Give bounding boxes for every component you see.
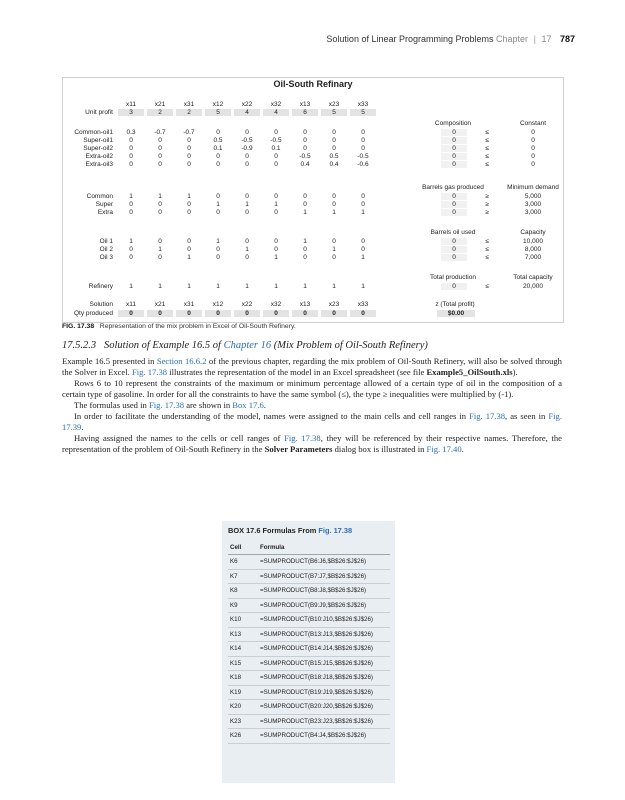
solution-var: x32 [270, 301, 282, 308]
link-fig-17-39[interactable]: Fig. 17.39 [62, 411, 562, 432]
composition-rhs: 0 [531, 161, 535, 168]
composition-row-label: Super-oil2 [83, 145, 113, 152]
formula-row [228, 627, 390, 642]
variable-header: x13 [299, 101, 311, 108]
formula-row [228, 700, 390, 715]
oil-sign: ≤ [485, 246, 489, 253]
composition-coef: 0 [158, 153, 162, 160]
box-title: BOX 17.6 Formulas From Fig. 17.38 [228, 526, 353, 535]
demand-coef: 1 [216, 201, 220, 208]
refinery-coef: 1 [303, 283, 307, 290]
oil-lhs: 0 [441, 246, 467, 253]
oil-coef: 0 [216, 246, 220, 253]
section-pre: Solution of Example 16.5 of [104, 340, 221, 351]
demand-coef: 1 [361, 209, 365, 216]
refinery-lhs-header: Total production [430, 274, 476, 281]
demand-coef: 1 [187, 193, 191, 200]
unit-profit-cell: 4 [234, 109, 260, 116]
oil-lhs-header: Barrels oil used [430, 229, 476, 236]
unit-profit-cell: 5 [350, 109, 376, 116]
oil-coef: 1 [216, 238, 220, 245]
composition-coef: 0 [361, 129, 365, 136]
section-heading [62, 340, 428, 351]
formula-cell-ref: K26 [228, 729, 258, 744]
box-title-link[interactable]: Fig. 17.38 [318, 526, 353, 535]
demand-rhs: 3,000 [524, 201, 542, 208]
demand-coef: 0 [361, 201, 365, 208]
demand-coef: 0 [332, 201, 336, 208]
composition-lhs: 0 [441, 129, 467, 136]
link-section[interactable]: Section 16.6.2 [156, 356, 207, 366]
refinery-rhs: 20,000 [523, 283, 543, 290]
oil-rhs-header: Capacity [520, 229, 546, 236]
composition-rhs: 0 [531, 137, 535, 144]
formula-cell-ref: K10 [228, 613, 258, 628]
section-post: (Mix Problem of Oil-South Refinery) [273, 340, 428, 351]
demand-row-label: Common [86, 193, 113, 200]
qty-cell: 0 [263, 310, 289, 317]
variable-header: x11 [126, 101, 136, 108]
paragraph-3: The formulas used in Fig. 17.38 are shown in Box 17.6. [74, 400, 266, 410]
composition-coef: 0 [332, 129, 336, 136]
composition-coef: 0.1 [271, 145, 281, 152]
composition-coef: 0 [332, 137, 336, 144]
composition-coef: -0.6 [357, 161, 369, 168]
running-title: Solution of Linear Programming Problems [326, 34, 494, 44]
running-sep: | [533, 34, 536, 44]
composition-rhs: 0 [531, 129, 535, 136]
demand-coef: 0 [361, 193, 365, 200]
demand-sign: ≥ [485, 193, 489, 200]
oil-coef: 0 [274, 238, 278, 245]
composition-coef: 0 [187, 153, 191, 160]
qty-cell: 0 [234, 310, 260, 317]
demand-coef: 0 [187, 209, 191, 216]
qty-cell: 0 [205, 310, 231, 317]
composition-sign: ≤ [485, 153, 489, 160]
demand-coef: 0 [216, 193, 220, 200]
composition-coef: -0.5 [270, 137, 282, 144]
oil-coef: 0 [245, 238, 249, 245]
formula-row [228, 671, 390, 686]
link-fig-17-38[interactable]: Fig. 17.38 [131, 367, 168, 377]
running-chapter-num: 17 [541, 34, 552, 44]
unit-profit-cell: 3 [118, 109, 144, 116]
oil-coef: 1 [245, 246, 249, 253]
formula-row [228, 555, 390, 570]
formula-cell-ref: K23 [228, 714, 258, 729]
oil-sign: ≤ [485, 254, 489, 261]
composition-rhs: 0 [531, 153, 535, 160]
demand-rhs: 3,000 [524, 209, 542, 216]
composition-lhs: 0 [441, 161, 467, 168]
demand-sign: ≥ [485, 209, 489, 216]
unit-profit-cell: 2 [147, 109, 173, 116]
composition-sign: ≤ [485, 129, 489, 136]
file-name: Example5_OilSouth.xls [426, 367, 513, 377]
composition-coef: 0 [158, 137, 162, 144]
composition-lhs-header: Composition [434, 120, 472, 127]
demand-coef: 0 [245, 209, 249, 216]
link-box-17-6[interactable]: Box 17.6 [232, 400, 264, 410]
composition-lhs: 0 [441, 145, 467, 152]
oil-lhs: 0 [441, 254, 467, 261]
oil-coef: 1 [129, 238, 133, 245]
qty-label: Qty produced [73, 310, 113, 317]
solution-var: x22 [241, 301, 253, 308]
refinery-coef: 1 [158, 283, 162, 290]
oil-coef: 0 [361, 246, 365, 253]
refinery-coef: 1 [216, 283, 220, 290]
oil-rhs: 10,000 [523, 238, 543, 245]
link-fig-17-38[interactable]: Fig. 17.38 [284, 433, 321, 443]
oil-coef: 0 [187, 246, 191, 253]
oil-coef: 0 [129, 254, 133, 261]
oil-coef: 1 [158, 246, 162, 253]
composition-coef: 0 [129, 145, 133, 152]
section-number: 17.5.2.3 [62, 340, 97, 351]
formula-row [228, 714, 390, 729]
composition-coef: 0.3 [126, 129, 136, 136]
formula-text: =SUMPRODUCT(B15:J15,$B$26:$J$26) [258, 656, 390, 671]
formula-cell-ref: K9 [228, 598, 258, 613]
link-fig-17-38[interactable]: Fig. 17.38 [469, 411, 506, 421]
formula-cell-ref: K15 [228, 656, 258, 671]
variable-header: x31 [183, 101, 195, 108]
composition-coef: -0.5 [299, 153, 311, 160]
composition-sign: ≤ [485, 137, 489, 144]
composition-coef: 0 [187, 137, 191, 144]
composition-row-label: Super-oil1 [83, 137, 113, 144]
demand-coef: 0 [158, 209, 162, 216]
qty-cell: 0 [118, 310, 144, 317]
unit-profit-cell: 5 [321, 109, 347, 116]
body-text [62, 356, 562, 455]
unit-profit-label: Unit profit [85, 109, 113, 116]
oil-row-label: Oil 2 [99, 246, 113, 253]
oil-rhs: 8,000 [524, 246, 542, 253]
formula-cell-ref: K7 [228, 569, 258, 584]
demand-coef: 0 [187, 201, 191, 208]
composition-coef: 0 [187, 145, 191, 152]
refinery-coef: 1 [187, 283, 191, 290]
demand-row-label: Extra [97, 209, 113, 216]
paragraph-1: Example 16.5 presented in Section 16.6.2 of the previous chapter, regarding the mix problem of Oil-South Refinery, will also be solved through the Solver in Excel. Fig. 17.38 illustrates the representation of the model in an Excel spreadsheet (see file Example5_OilSouth.xls). [62, 356, 562, 377]
composition-coef: 0 [303, 145, 307, 152]
composition-rhs: 0 [531, 145, 535, 152]
formula-text: =SUMPRODUCT(B8:J8,$B$26:$J$26) [258, 584, 390, 599]
demand-lhs: 0 [441, 209, 467, 216]
formula-text: =SUMPRODUCT(B20:J20,$B$26:$J$26) [258, 700, 390, 715]
sheet-title: Oil-South Refinary [273, 79, 353, 89]
composition-coef: -0.7 [154, 129, 166, 136]
col-cell-header: Cell [228, 541, 258, 555]
composition-coef: 0 [187, 161, 191, 168]
composition-coef: 0 [216, 129, 220, 136]
refinery-lhs: 0 [441, 283, 467, 290]
solution-var: x21 [154, 301, 166, 308]
unit-profit-cell: 4 [263, 109, 289, 116]
oil-coef: 0 [158, 254, 162, 261]
oil-row-label: Oil 3 [99, 254, 113, 261]
variable-header: x32 [270, 101, 282, 108]
composition-coef: 0 [158, 161, 162, 168]
oil-lhs: 0 [441, 238, 467, 245]
oil-coef: 0 [187, 238, 191, 245]
solution-var: x11 [126, 301, 136, 308]
oil-coef: 1 [187, 254, 191, 261]
refinery-label: Refinery [88, 283, 113, 290]
formula-cell-ref: K13 [228, 627, 258, 642]
demand-coef: 0 [303, 201, 307, 208]
composition-sign: ≤ [485, 161, 489, 168]
demand-coef: 0 [274, 209, 278, 216]
composition-coef: 0 [303, 129, 307, 136]
formula-text: =SUMPRODUCT(B7:J7,$B$26:$J$26) [258, 569, 390, 584]
composition-rhs-header: Constant [519, 120, 547, 127]
demand-coef: 0 [274, 193, 278, 200]
variable-header: x12 [212, 101, 224, 108]
formula-text: =SUMPRODUCT(B13:J13,$B$26:$J$26) [258, 627, 390, 642]
oil-coef: 0 [303, 246, 307, 253]
formula-cell-ref: K19 [228, 685, 258, 700]
composition-coef: 0 [332, 145, 336, 152]
demand-coef: 1 [129, 193, 133, 200]
oil-coef: 1 [361, 254, 365, 261]
page-number: 787 [559, 34, 575, 44]
formula-row [228, 729, 390, 744]
formula-cell-ref: K18 [228, 671, 258, 686]
variable-header: x22 [241, 101, 253, 108]
refinery-sign: ≤ [485, 283, 489, 290]
composition-coef: 0 [158, 145, 162, 152]
formula-table [228, 541, 390, 744]
composition-coef: 0.4 [329, 161, 339, 168]
qty-cell: 0 [176, 310, 202, 317]
demand-coef: 0 [129, 209, 133, 216]
demand-coef: 1 [274, 201, 278, 208]
oil-coef: 0 [332, 238, 336, 245]
composition-row-label: Common-oil1 [74, 129, 113, 136]
composition-coef: 0 [216, 161, 220, 168]
oil-coef: 0 [216, 254, 220, 261]
solution-var: x13 [299, 301, 311, 308]
formula-cell-ref: K14 [228, 642, 258, 657]
composition-coef: 0 [361, 137, 365, 144]
composition-coef: 0.4 [300, 161, 310, 168]
oil-coef: 0 [361, 238, 365, 245]
variable-header: x23 [328, 101, 340, 108]
oil-coef: 1 [332, 246, 336, 253]
oil-coef: 1 [274, 254, 278, 261]
refinery-coef: 1 [129, 283, 133, 290]
formula-row [228, 685, 390, 700]
unit-profit-cell: 6 [292, 109, 318, 116]
formula-row [228, 613, 390, 628]
col-formula-header: Formula [258, 541, 390, 555]
figure-caption-text: Representation of the mix problem in Excel of Oil-South Refinery. [99, 323, 296, 330]
oil-coef: 0 [158, 238, 162, 245]
paragraph-2: Rows 6 to 10 represent the constraints of the maximum or minimum percentage allowed of a certain type of oil in the composition of a certain type of gasoline. In order for all the constraints to have the same symbol (≤), the type ≥ inequalities were multiplied by (-1). [62, 378, 562, 399]
composition-coef: 0 [129, 161, 133, 168]
solution-var: x12 [212, 301, 224, 308]
demand-coef: 0 [216, 209, 220, 216]
paragraph-4: In order to facilitate the understanding of the model, names were assigned to the main cells and cell ranges in Fig. 17.38, as seen in Fig. 17.39. [62, 411, 562, 432]
refinery-rhs-header: Total capacity [513, 274, 553, 281]
oil-coef: 0 [245, 254, 249, 261]
composition-sign: ≤ [485, 145, 489, 152]
demand-coef: 1 [303, 209, 307, 216]
demand-rhs: 5,000 [524, 193, 542, 200]
qty-cell: 0 [321, 310, 347, 317]
formula-cell-ref: K20 [228, 700, 258, 715]
refinery-coef: 1 [332, 283, 336, 290]
demand-rhs-header: Minimum demand [507, 184, 559, 191]
formula-text: =SUMPRODUCT(B4:J4,$B$26:$J$26) [258, 729, 390, 744]
figure-caption [62, 323, 296, 330]
demand-coef: 1 [245, 201, 249, 208]
demand-coef: 1 [158, 193, 162, 200]
composition-coef: 0.1 [213, 145, 223, 152]
demand-coef: 0 [129, 201, 133, 208]
formula-text: =SUMPRODUCT(B9:J9,$B$26:$J$26) [258, 598, 390, 613]
formula-text: =SUMPRODUCT(B19:J19,$B$26:$J$26) [258, 685, 390, 700]
oil-rhs: 7,000 [524, 254, 542, 261]
composition-coef: -0.5 [357, 153, 369, 160]
variable-header: x33 [357, 101, 369, 108]
figure-label: FIG. 17.38 [62, 323, 95, 330]
composition-row-label: Extra-oil2 [85, 153, 113, 160]
composition-coef: 0 [129, 137, 133, 144]
formula-text: =SUMPRODUCT(B10:J10,$B$26:$J$26) [258, 613, 390, 628]
formula-text: =SUMPRODUCT(B14:J14,$B$26:$J$26) [258, 642, 390, 657]
formula-row [228, 584, 390, 599]
composition-lhs: 0 [441, 153, 467, 160]
z-label: z (Total profit) [435, 301, 475, 308]
oil-sign: ≤ [485, 238, 489, 245]
z-value: $0.00 [437, 310, 475, 317]
solution-var: x33 [357, 301, 369, 308]
demand-row-label: Super [95, 201, 113, 208]
paragraph-5: Having assigned the names to the cells or cell ranges of Fig. 17.38, they will be referenced by their respective names. Therefore, the representation of the problem of Oil-South Refinery in the Solver Parameters dialog box is illustrated in Fig. 17.40. [62, 433, 562, 454]
formula-row [228, 642, 390, 657]
composition-coef: -0.7 [183, 129, 195, 136]
oil-coef: 1 [303, 238, 307, 245]
composition-coef: 0 [274, 161, 278, 168]
composition-coef: 0 [274, 129, 278, 136]
composition-coef: 0 [361, 145, 365, 152]
oil-coef: 0 [274, 246, 278, 253]
solution-var: x31 [183, 301, 195, 308]
demand-coef: 0 [158, 201, 162, 208]
formula-cell-ref: K6 [228, 555, 258, 570]
excel-spreadsheet-figure [62, 77, 564, 323]
demand-coef: 1 [332, 209, 336, 216]
formula-row [228, 656, 390, 671]
formula-row [228, 598, 390, 613]
formula-text: =SUMPRODUCT(B23:J23,$B$26:$J$26) [258, 714, 390, 729]
running-chapter: Chapter [496, 34, 529, 44]
qty-cell: 0 [147, 310, 173, 317]
refinery-coef: 1 [274, 283, 278, 290]
composition-coef: 0.5 [329, 153, 339, 160]
composition-coef: 0 [129, 153, 133, 160]
link-fig-17-38[interactable]: Fig. 17.38 [148, 400, 185, 410]
formula-text: =SUMPRODUCT(B18:J18,$B$26:$J$26) [258, 671, 390, 686]
composition-coef: 0 [245, 129, 249, 136]
composition-coef: -0.9 [241, 145, 253, 152]
demand-lhs: 0 [441, 201, 467, 208]
composition-lhs: 0 [441, 137, 467, 144]
composition-coef: 0 [245, 161, 249, 168]
solver-parameters-term: Solver Parameters [264, 444, 333, 454]
unit-profit-cell: 5 [205, 109, 231, 116]
demand-coef: 0 [245, 193, 249, 200]
demand-lhs-header: Barrels gas produced [422, 184, 484, 191]
formula-cell-ref: K8 [228, 584, 258, 599]
composition-row-label: Extra-oil3 [85, 161, 113, 168]
demand-sign: ≥ [485, 201, 489, 208]
oil-coef: 0 [129, 246, 133, 253]
refinery-coef: 1 [361, 283, 365, 290]
composition-coef: 0.5 [213, 137, 223, 144]
solution-var: x23 [328, 301, 340, 308]
link-fig-17-40[interactable]: Fig. 17.40 [426, 444, 462, 454]
variable-header: x21 [154, 101, 166, 108]
composition-coef: 0 [245, 153, 249, 160]
unit-profit-cell: 2 [176, 109, 202, 116]
oil-row-label: Oil 1 [99, 238, 113, 245]
oil-coef: 0 [303, 254, 307, 261]
oil-coef: 0 [332, 254, 336, 261]
formula-box [222, 521, 395, 783]
formula-text: =SUMPRODUCT(B6:J6,$B$26:$J$26) [258, 555, 390, 570]
formula-row [228, 569, 390, 584]
running-header [326, 34, 575, 44]
refinery-coef: 1 [245, 283, 249, 290]
composition-coef: -0.5 [241, 137, 253, 144]
composition-coef: 0 [216, 153, 220, 160]
solution-label: Solution [89, 301, 113, 308]
demand-coef: 0 [332, 193, 336, 200]
qty-cell: 0 [350, 310, 376, 317]
composition-coef: 0 [274, 153, 278, 160]
composition-coef: 0 [303, 137, 307, 144]
demand-coef: 0 [303, 193, 307, 200]
section-chapter-link[interactable]: Chapter 16 [223, 340, 272, 351]
demand-lhs: 0 [441, 193, 467, 200]
qty-cell: 0 [292, 310, 318, 317]
